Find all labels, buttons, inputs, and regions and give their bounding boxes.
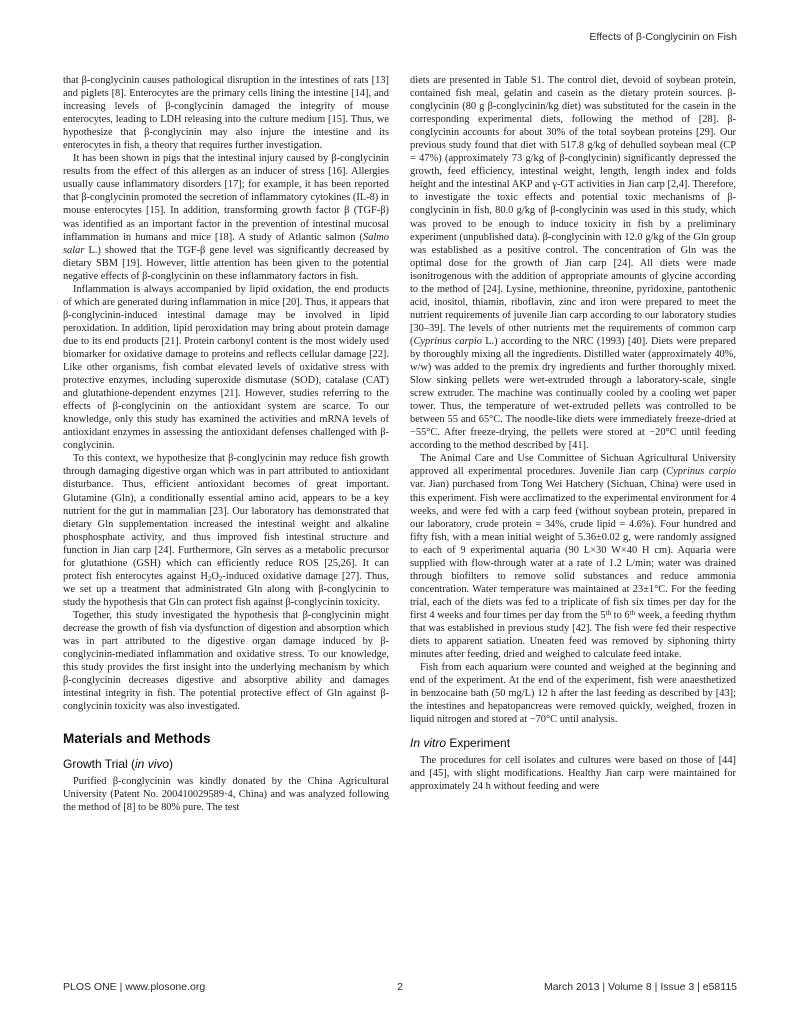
paragraph: Together, this study investigated the hypothesis that β-conglycinin might decrease the growth of fish via dysfunction of digestion and absorption which was in part attributed to the digestive organ damage induced by β-conglycinin-mediated inflammation and oxidative stress. To our knowledge, this study provides the first insight into the underlying mechanism by which β-conglycinin decreases digestive and absorptive ability and damages intestinal integrity in fish. The potential protective effect of Gln against β-conglycinin toxicity was also investigated. xyxy=(63,609,389,713)
paragraph: To this context, we hypothesize that β-conglycinin may reduce fish growth through damaging digestive organ which was in part attributed to antioxidant disturbance. Thus, efficient antioxidant becomes of great important. Glutamine (Gln), a conditionally essential amino acid, appears to be a key nutrient for the gut in mammalian [23]. Our laboratory has demonstrated that dietary Gln supplementation increased the intestinal weight and alkaline phosphosphate activity, and thus improved fish intestinal structure and function in Jian carp [24]. Furthermore, Gln serves as a metabolic precursor for glutathione (GSH) which can efficiently reduce ROS [25,26]. It can protect fish enterocytes against $H_2O_2$-induced oxidative damage [27]. Thus, we set up a treatment that administrated Gln along with β-conglycinin to study the hypothesis that Gln can protect fish against β-conglycinin toxicity. xyxy=(63,453,389,608)
page-footer xyxy=(63,981,737,993)
paragraph: that β-conglycinin causes pathological disruption in the intestines of rats [13] and piglets [8]. Enterocytes are the primary cells lining the intestine [14], and increasing levels of β-conglycinin damaged the integrity of mouse enterocytes, leading to LDH releasing into the culture medium [15]. Thus, we hypothesize that β-conglycinin may also injure the intestine and its enterocytes in fish, a theory that requires further investigation. xyxy=(63,75,389,152)
paragraph: It has been shown in pigs that the intestinal injury caused by β-conglycinin results from the effect of this allergen as an inducer of stress [16]. Allergies usually cause inflammatory disorders [17]; for example, it has been reported that β-conglycinin promoted the secretion of inflammatory cytokines (IL-8) in mouse enterocytes [15]. In addition, transforming growth factor β (TGF-β) was identified as an important factor in the prevention of intestinal mucosal inflammation in humans and mice [18]. A study of Atlantic salmon (Salmo salar L.) showed that the TGF-β gene level was significantly decreased by dietary SBM [19]. However, little attention has been given to the potential negative effects of β-conglycinin on these inflammatory factors in fish. xyxy=(63,153,389,282)
two-column-body xyxy=(63,74,737,814)
paragraph: Purified β-conglycinin was kindly donated by the China Agricultural University (Patent No. 200410029589·4, China) and was analyzed following the method of [8] to be 80% pure. The test xyxy=(63,776,389,814)
subsection-heading-growth-trial: Growth Trial (in vivo) xyxy=(63,757,174,772)
subsection-heading-in-vitro-experiment: In vitro Experiment xyxy=(410,736,511,751)
footer-journal-name: PLOS ONE | www.plosone.org xyxy=(63,981,206,993)
section-heading-materials-and-methods: Materials and Methods xyxy=(63,731,211,747)
paragraph: The procedures for cell isolates and cultures were based on those of [44] and [45], with slight modifications. Healthy Jian carp were maintained for approximately 24 h without feeding and were xyxy=(410,755,736,793)
paragraph: diets are presented in Table S1. The control diet, devoid of soybean protein, contained fish meal, gelatin and casein as the dietary protein sources. β-conglycinin (80 g β-conglycinin/kg diet) was substituted for the casein in the corresponding experimental diets, following the method of [28]. β-conglycinin accounts for about 30% of the total soybean proteins [29]. Our previous study found that diet with 517.8 g/kg of dehulled soybean meal (CP = 47%) (approximately 73 g/kg of β-conglycinin) significantly depressed the growth, feed efficiency, intestinal weight, length, length index and folds height and the intestinal AKP and γ-GT activities in Jian carp [2,4]. Therefore, to investigate the toxic effects and potential toxic mechanisms of β-conglycinin in fish, 80.0 g/kg of β-conglycinin was used in this study, which was proved to be enough to induce toxicity in fish by a preliminary experiment (unpublished data). β-conglycinin with 12.0 g/kg of the Gln group was established as a positive control. The concentration of Gln was the optimal dose for the growth of Jian carp [24]. All diets were made isonitrogenous with the addition of appropriate amounts of glycine according to the method of [24]. Lysine, methionine, threonine, pyridoxine, pantothenic acid, inositol, thiamin, riboflavin, zinc and iron were prepared to meet the nutrient requirements of juvenile Jian carp according to our laboratory studies [30–39]. The levels of other nutrients met the requirements of common carp (Cyprinus carpio L.) according to the NRC (1993) [40]. Diets were prepared by thoroughly mixing all the ingredients. Distilled water (approximately 40%, w/w) was added to the premix dry ingredients and further thoroughly mixed. Slow sinking pellets were wet-extruded through a laboratory-scale, single screw extruder. The machine was continually cooled by a cooling wet paper tower. Thus, the temperature of wet-extruded pellets was controlled to be between 55 and 65°C. The noodle-like diets were immediately freeze-dried at −55°C. After freeze-drying, the pellets were stored at −20°C until feeding according to the method described by [41]. xyxy=(410,75,736,452)
footer-page-number: 2 xyxy=(397,981,403,993)
running-head-title: Effects of β-Conglycinin on Fish xyxy=(589,31,737,43)
paragraph: Fish from each aquarium were counted and weighed at the beginning and end of the experiment. At the end of the experiment, fish were anaesthetized in benzocaine bath (50 mg/L) 12 h after the last feeding as described by [43]; the intestines and hepatopancreas were removed quickly, weighed, frozen in liquid nitrogen and stored at −70°C until analysis. xyxy=(410,662,736,726)
footer-issue-info: March 2013 | Volume 8 | Issue 3 | e58115 xyxy=(543,981,737,993)
left-column xyxy=(63,74,389,814)
right-column xyxy=(410,74,736,814)
paragraph: Inflammation is always accompanied by lipid oxidation, the end products of which are generated during inflammation in mice [20]. Thus, it appears that β-conglycinin-induced intestinal damage may be involved in lipid peroxidation. In addition, lipid peroxidation may bring about protein damage due to its end products [21]. Protein carbonyl content is the most widely used biomarker for oxidative damage to proteins and reflects cellular damage [22]. Like other organisms, fish combat elevated levels of oxidative stress with protective enzymes, including superoxide dismutase (SOD), catalase (CAT) and glutathione-dependent enzymes [21]. However, studies referring to the effects of β-conglycinin on the antioxidant system are scarce. To our knowledge, only this study has examined the activities and mRNA levels of antioxidant enzymes in assessing the antioxidant defenses challenged with β-conglycinin. xyxy=(63,283,389,452)
paragraph: The Animal Care and Use Committee of Sichuan Agricultural University approved all experimental procedures. Juvenile Jian carp (Cyprinus carpio var. Jian) purchased from Tong Wei Hatchery (Sichuan, China) were used in this experiment. Fish were acclimatized to the experimental environment for 4 weeks, and were fed with a carp feed (without soybean protein, prepared in our laboratory, crude protein = 34%, crude lipid = 4.6%). Four hundred and fifty fish, with a mean initial weight of 5.36±0.02 g, were randomly assigned to each of 9 experimental aquaria (90 L×30 W×40 H cm). Aquaria were supplied with flow-through water at a rate of 1.2 L/min; water was drained through biofilters to remove solid substances and reduce ammonia concentration. Water temperature was maintained at 23±1°C. For the feeding trial, each of the diets was fed to a triplicate of fish six times per day for the first 4 weeks and four times per day from the 5th to 6th week, a feeding rhythm that was established in previous study [42]. The fish were fed their respective diets to apparent satiation. Uneaten feed was removed by siphoning thirty minutes after feeding, dried and weighed to calculate feed intake. xyxy=(410,453,736,661)
